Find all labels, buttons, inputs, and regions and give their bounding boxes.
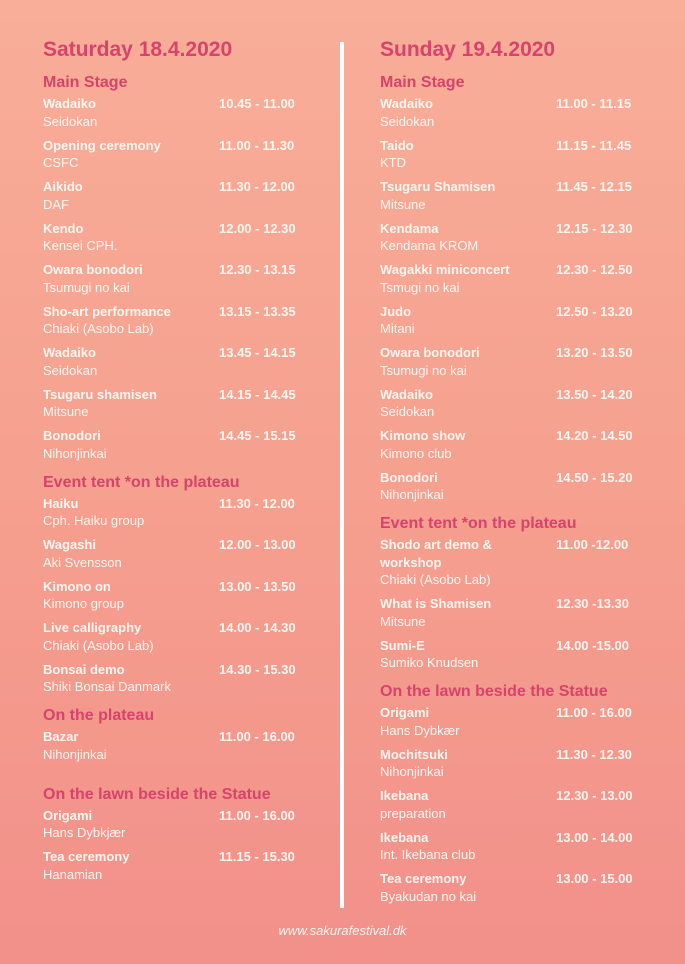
performer: Mitsune (43, 404, 89, 419)
event-title: Taido (380, 137, 414, 153)
schedule-item (43, 536, 308, 578)
event-title: Origami (380, 705, 430, 720)
saturday-column (43, 35, 308, 890)
performer: Nihonjinkai (43, 445, 107, 461)
performer: Chiaki (Asobo Lab) (380, 572, 491, 587)
schedule-item (43, 220, 308, 262)
performer: Hans Dybkær (380, 722, 460, 738)
performer: Sumiko Knudsen (380, 655, 479, 670)
performer: Nihonjinkai (380, 764, 444, 779)
event-title: Opening ceremony (43, 137, 161, 153)
event-time: 11.15 - 15.30 (219, 849, 295, 864)
schedule-item (380, 829, 645, 871)
event-title: Kimono show (380, 428, 466, 443)
event-time: 14.50 - 15.20 (556, 469, 633, 485)
event-title: Wagakki miniconcert (380, 262, 510, 277)
schedule-item (43, 619, 308, 661)
schedule-item (43, 303, 308, 345)
event-time: 13.00 - 14.00 (556, 829, 633, 845)
schedule-item (380, 178, 645, 220)
event-time: 12.30 - 13.15 (219, 262, 296, 277)
section-heading: On the lawn beside the Statue (43, 785, 271, 803)
performer: Aki Svensson (43, 554, 122, 570)
event-title: Bonodori (380, 469, 438, 485)
event-title: Judo (380, 303, 412, 319)
event-time: 11.00 -12.00 (556, 537, 629, 552)
schedule-item (380, 137, 645, 179)
performer: Tsmugi no kai (380, 279, 460, 295)
event-time: 11.45 - 12.15 (556, 179, 632, 194)
schedule-item (43, 137, 308, 179)
event-time: 14.45 - 15.15 (219, 428, 296, 443)
event-time: 10.45 - 11.00 (219, 96, 295, 111)
performer: Chiaki (Asobo Lab) (43, 637, 154, 653)
event-title: Kimono on (43, 578, 111, 594)
schedule-item (380, 746, 645, 788)
event-time: 11.30 - 12.00 (219, 495, 295, 511)
event-time: 14.30 - 15.30 (219, 661, 296, 677)
performer: Cph. Haiku group (43, 513, 145, 528)
section-heading: On the lawn beside the Statue (380, 683, 608, 700)
event-time: 14.20 - 14.50 (556, 428, 633, 443)
schedule-item (380, 303, 645, 345)
event-title: Owara bonodori (43, 262, 143, 277)
event-time: 12.30 - 13.00 (556, 788, 633, 803)
schedule-item (43, 344, 308, 386)
performer: Seidokan (380, 404, 435, 419)
event-title: Bazar (43, 729, 79, 744)
schedule-item (43, 661, 308, 703)
performer: Hans Dybkjær (43, 825, 126, 840)
performer: Mitsune (380, 196, 426, 212)
performer: Nihonjinkai (380, 487, 444, 502)
event-time: 14.00 -15.00 (556, 637, 630, 653)
schedule-item (43, 95, 308, 137)
day-title: Saturday 18.4.2020 (43, 38, 233, 61)
schedule-item (43, 495, 308, 537)
event-time: 11.00 - 11.30 (219, 137, 295, 153)
event-title: Ikebana (380, 788, 429, 803)
schedule-item (43, 578, 308, 620)
section-heading: Event tent *on the plateau (380, 515, 577, 532)
event-title: Tsugaru shamisen (43, 386, 157, 402)
schedule-item (380, 595, 645, 637)
performer: Chiaki (Asobo Lab) (43, 321, 154, 336)
column-divider (340, 42, 344, 908)
performer: Byakudan no kai (380, 888, 477, 904)
schedule-item (380, 536, 645, 595)
event-title: Wadaiko (43, 345, 96, 360)
day-title: Sunday 19.4.2020 (380, 38, 556, 61)
event-title: Wadaiko (380, 96, 433, 111)
event-title: Shodo art demo & workshop (380, 537, 492, 570)
performer: Kimono group (43, 596, 124, 611)
performer: Mitani (380, 321, 415, 336)
performer: Kensei CPH. (43, 238, 118, 253)
performer: preparation (380, 805, 446, 821)
schedule-item (380, 386, 645, 428)
event-time: 11.00 - 16.00 (219, 729, 295, 744)
event-title: Wagashi (43, 537, 96, 552)
section-heading: Main Stage (43, 74, 128, 91)
event-time: 13.45 - 14.15 (219, 345, 296, 360)
event-title: Ikebana (380, 829, 429, 845)
performer: Shiki Bonsai Danmark (43, 679, 171, 694)
schedule-item (380, 637, 645, 679)
event-title: Tea ceremony (43, 849, 130, 864)
day-sections (380, 71, 645, 912)
sunday-column (380, 35, 645, 912)
event-time: 13.00 - 13.50 (219, 578, 296, 594)
event-title: Kendama (380, 220, 439, 236)
event-time: 12.00 - 13.00 (219, 537, 296, 552)
performer: Seidokan (43, 113, 98, 129)
event-time: 12.15 - 12.30 (556, 220, 633, 236)
performer: Tsumugi no kai (43, 279, 130, 295)
schedule-item (43, 807, 308, 849)
event-title: Kendo (43, 220, 84, 236)
event-time: 12.30 - 12.50 (556, 262, 633, 277)
schedule-item (43, 386, 308, 428)
schedule-item (43, 848, 308, 890)
performer: Int. Ikebana club (380, 847, 476, 862)
performer: CSFC (43, 155, 79, 170)
performer: Nihonjinkai (43, 746, 107, 762)
event-title: Bonodori (43, 428, 101, 443)
performer: Tsumugi no kai (380, 362, 467, 378)
event-title: What is Shamisen (380, 596, 492, 611)
performer: Seidokan (43, 362, 98, 378)
event-time: 11.00 - 16.00 (219, 807, 295, 823)
schedule-item (380, 787, 645, 829)
event-title: Sumi-E (380, 637, 425, 653)
event-title: Wadaiko (43, 96, 96, 111)
schedule-item (380, 704, 645, 746)
section-heading: Main Stage (380, 74, 465, 91)
schedule-item (380, 261, 645, 303)
event-time: 13.20 - 13.50 (556, 345, 633, 360)
event-time: 13.00 - 15.00 (556, 871, 633, 886)
schedule-item (380, 344, 645, 386)
event-time: 14.00 - 14.30 (219, 620, 296, 635)
section-heading: Event tent *on the plateau (43, 473, 240, 491)
event-title: Tea ceremony (380, 871, 467, 886)
event-title: Tsugaru Shamisen (380, 179, 496, 194)
event-title: Live calligraphy (43, 620, 142, 635)
event-time: 14.15 - 14.45 (219, 386, 296, 402)
event-time: 13.50 - 14.20 (556, 386, 633, 402)
event-title: Origami (43, 807, 93, 823)
event-time: 11.30 - 12.00 (219, 179, 295, 194)
event-time: 11.00 - 11.15 (556, 96, 632, 111)
performer: DAF (43, 196, 69, 212)
event-time: 12.30 -13.30 (556, 596, 630, 611)
schedule-item (380, 469, 645, 511)
website-link[interactable]: www.sakurafestival.dk (278, 923, 407, 938)
performer: Kimono club (380, 445, 452, 461)
event-title: Bonsai demo (43, 661, 125, 677)
event-time: 11.00 - 16.00 (556, 705, 632, 720)
performer: KTD (380, 155, 406, 170)
performer: Seidokan (380, 113, 435, 129)
event-time: 11.30 - 12.30 (556, 746, 632, 762)
event-title: Haiku (43, 495, 79, 511)
performer: Hanamian (43, 866, 103, 882)
performer: Kendama KROM (380, 238, 479, 253)
schedule-item (380, 427, 645, 469)
event-time: 13.15 - 13.35 (219, 303, 296, 319)
section-heading: On the plateau (43, 707, 155, 724)
event-title: Mochitsuki (380, 746, 448, 762)
event-time: 12.00 - 12.30 (219, 220, 296, 236)
schedule-item (380, 870, 645, 912)
schedule-item (380, 220, 645, 262)
schedule-item (43, 427, 308, 469)
schedule-item (43, 261, 308, 303)
performer: Mitsune (380, 613, 426, 629)
schedule-item (43, 728, 308, 770)
event-title: Wadaiko (380, 386, 433, 402)
day-sections (43, 71, 308, 890)
event-title: Sho-art performance (43, 303, 171, 319)
event-title: Aikido (43, 179, 83, 194)
event-title: Owara bonodori (380, 345, 480, 360)
schedule-item (380, 95, 645, 137)
event-time: 12.50 - 13.20 (556, 303, 633, 319)
schedule-item (43, 178, 308, 220)
event-time: 11.15 - 11.45 (556, 137, 632, 153)
